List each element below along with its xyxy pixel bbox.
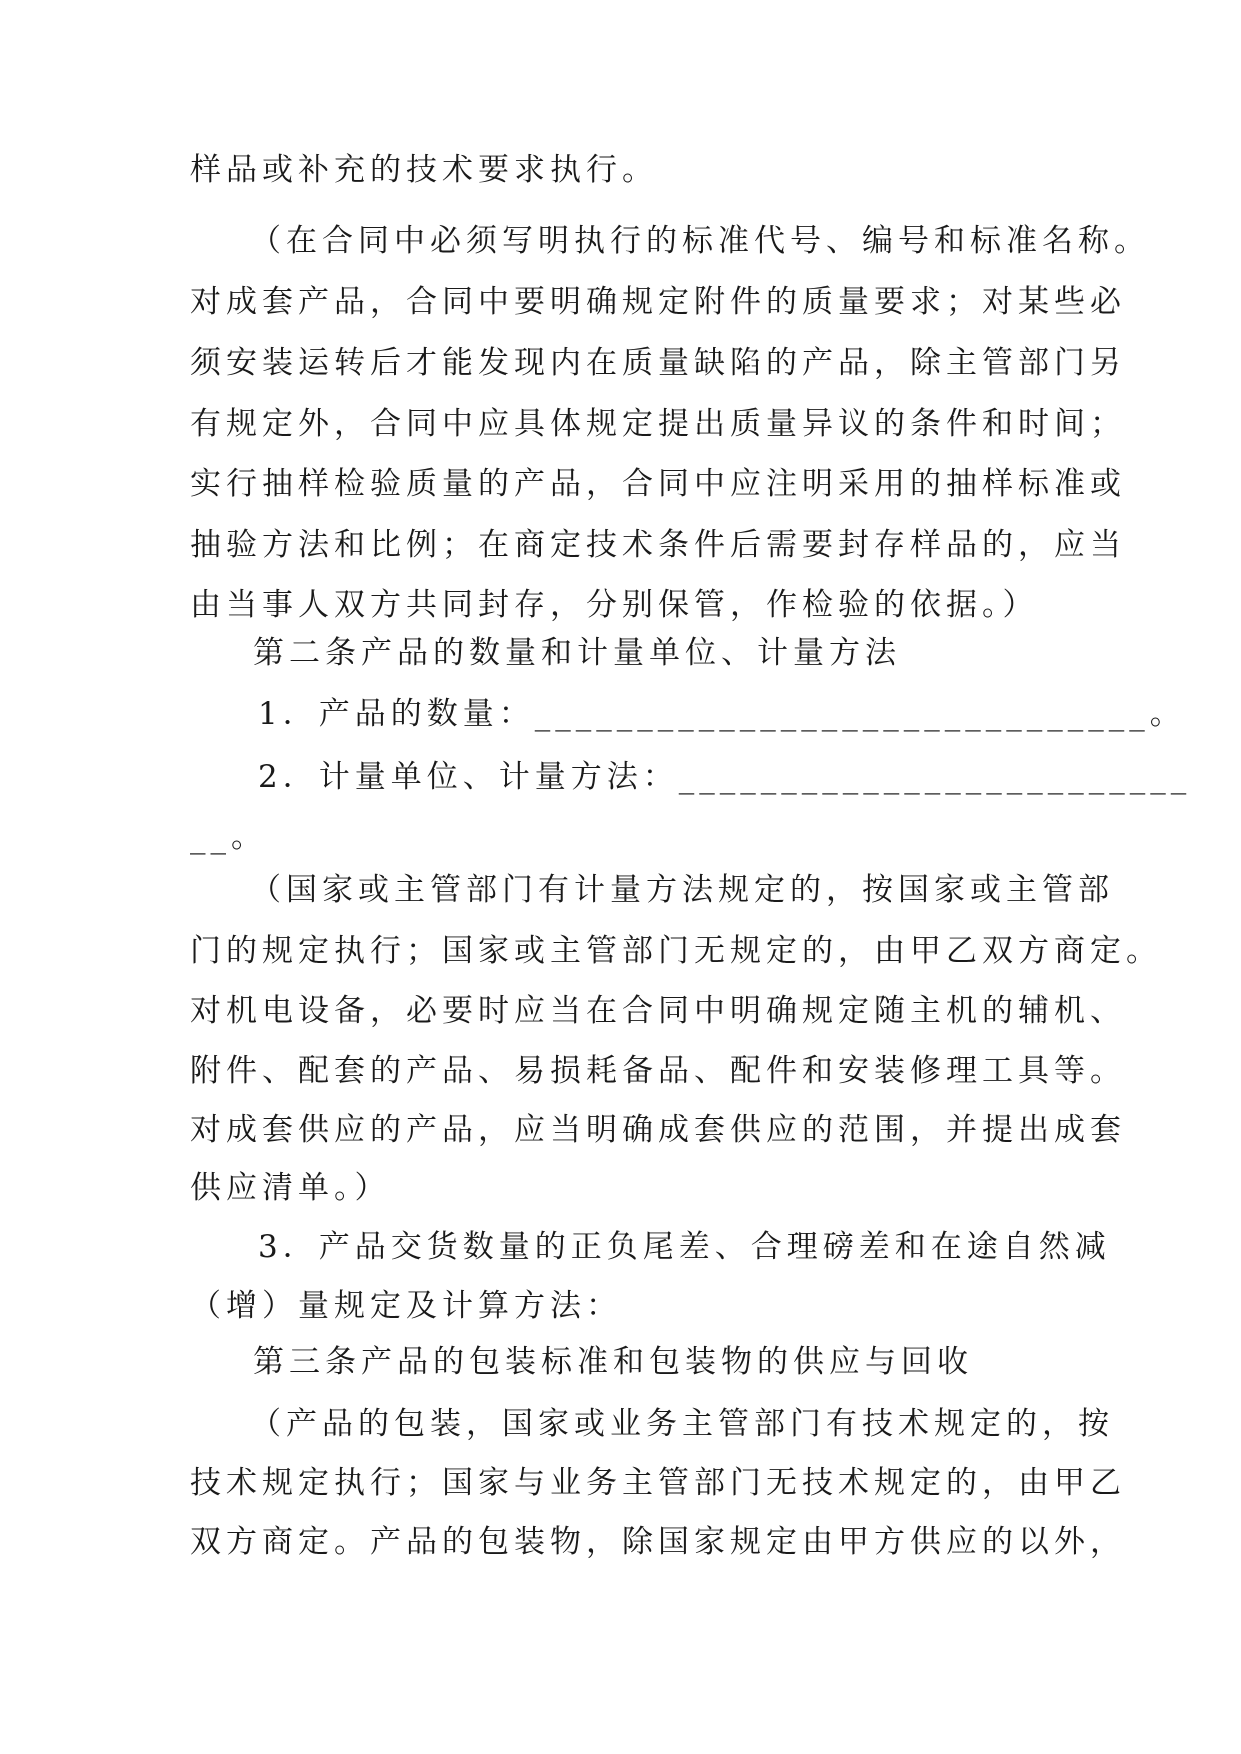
text-line-units-cont: __。: [190, 819, 267, 855]
text-line-6: 实行抽样检验质量的产品，合同中应注明采用的抽样标准或: [190, 466, 1126, 502]
text-line-quantity: 1．产品的数量：______________________________。: [258, 696, 1186, 732]
text-line-15: 对机电设备，必要时应当在合同中明确规定随主机的辅机、: [190, 993, 1126, 1029]
text-line-17: 对成套供应的产品，应当明确成套供应的范围，并提出成套: [190, 1112, 1126, 1148]
article-heading-3: 第三条产品的包装标准和包装物的供应与回收: [253, 1344, 973, 1380]
article-heading-2: 第二条产品的数量和计量单位、计量方法: [253, 635, 901, 671]
text-line-18: 供应清单。）: [190, 1170, 391, 1206]
text-line-13: （国家或主管部门有计量方法规定的，按国家或主管部: [250, 872, 1114, 908]
text-line-14: 门的规定执行；国家或主管部门无规定的，由甲乙双方商定。: [190, 933, 1162, 969]
text-line-8: 由当事人双方共同封存，分别保管，作检验的依据。）: [190, 587, 1039, 623]
text-line-23: 技术规定执行；国家与业务主管部门无技术规定的，由甲乙: [190, 1465, 1126, 1501]
text-line-2: （在合同中必须写明执行的标准代号、编号和标准名称。: [250, 223, 1150, 259]
text-line-19: 3．产品交货数量的正负尾差、合理磅差和在途自然减: [258, 1229, 1111, 1265]
text-line-20: （增）量规定及计算方法：: [190, 1288, 622, 1324]
text-line-22: （产品的包装，国家或业务主管部门有技术规定的，按: [250, 1406, 1114, 1442]
text-line-16: 附件、配套的产品、易损耗备品、配件和安装修理工具等。: [190, 1053, 1126, 1089]
text-line-5: 有规定外，合同中应具体规定提出质量异议的条件和时间；: [190, 406, 1126, 442]
text-line-4: 须安装运转后才能发现内在质量缺陷的产品，除主管部门另: [190, 345, 1126, 381]
text-line-1: 样品或补充的技术要求执行。: [190, 152, 658, 188]
text-line-3: 对成套产品，合同中要明确规定附件的质量要求；对某些必: [190, 284, 1126, 320]
text-line-24: 双方商定。产品的包装物，除国家规定由甲方供应的以外，: [190, 1524, 1126, 1560]
text-line-7: 抽验方法和比例；在商定技术条件后需要封存样品的，应当: [190, 527, 1126, 563]
text-line-units: 2．计量单位、计量方法：_________________________: [258, 759, 1192, 795]
